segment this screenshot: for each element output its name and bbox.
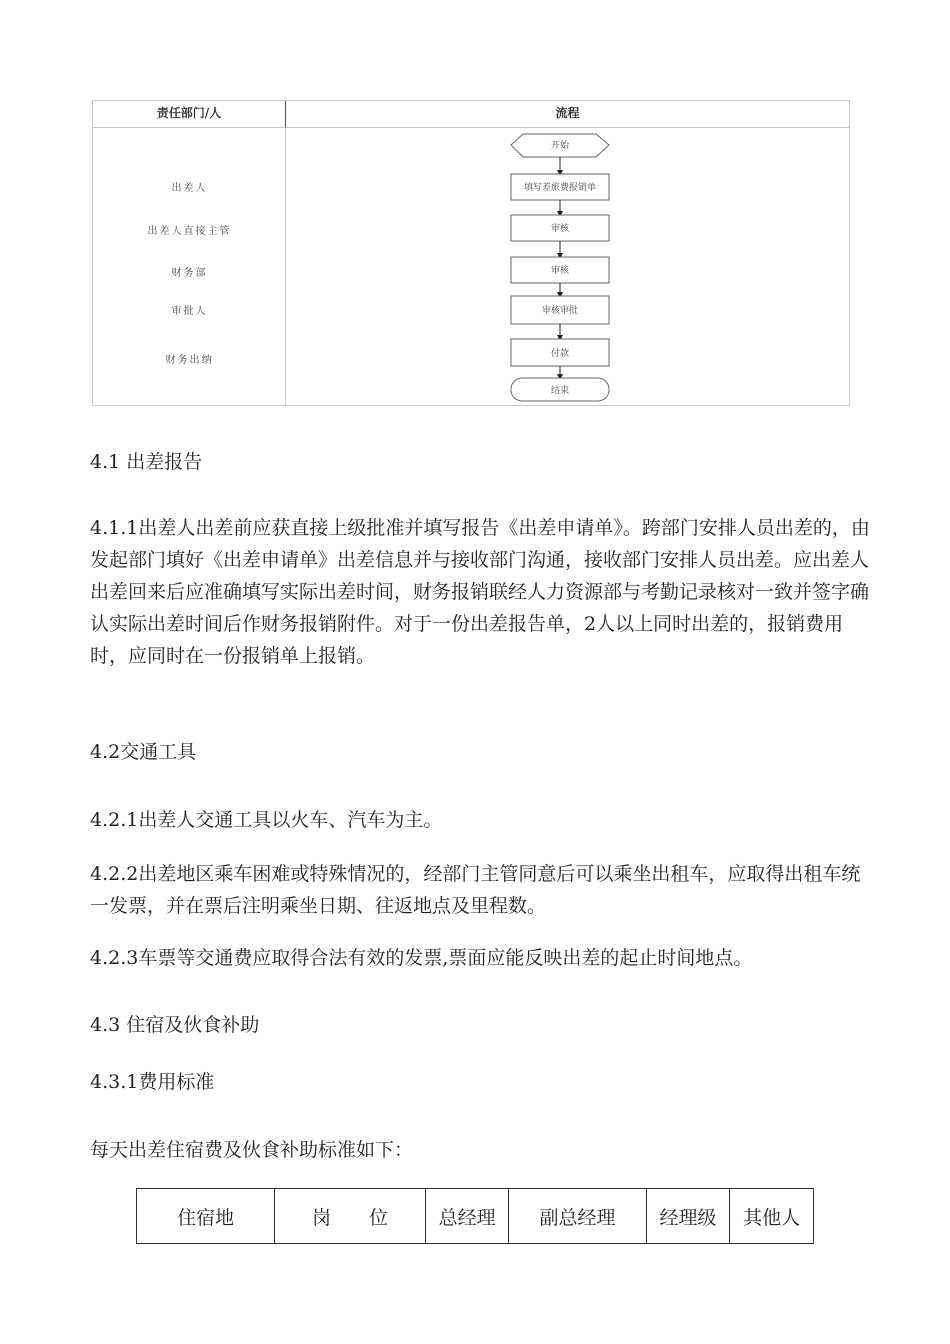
flowchart-diagram [93,101,851,407]
table-header-cell: 总经理 [425,1189,509,1244]
node-fill-form-label: 填写差旅费报销单 [523,183,597,193]
standard-table [136,1188,814,1244]
heading-4-1: 4.1 出差报告 [90,451,203,473]
paragraph-4-1-1: 4.1.1出差人出差前应获直接上级批准并填写报告《出差申请单》。跨部门安排人员出差的，由发起部门填好《出差申请单》出差信息并与接收部门沟通，接收部门安排人员出差。应出差人出差回来后应准确填写实际出差时间，财务报销联经人力资源部与考勤记录核对一致并签字确认实际出差时间后作财务报销附件。对于一份出差报告单，2人以上同时出差的，报销费用时，应同时在一份报销单上报销。 [90,517,870,667]
flowchart-header-department: 责任部门/人 [93,101,286,128]
table-header-row [137,1189,814,1244]
flowchart-table [92,100,850,406]
node-payment-label: 付款 [550,349,570,359]
role-finance-dept: 财务部 [171,268,208,279]
role-traveler: 出差人 [171,183,208,194]
role-direct-supervisor: 出差人直接主管 [147,226,232,237]
table-header-cell: 住宿地 [137,1189,275,1244]
node-end-label: 结束 [550,386,570,396]
paragraph-4-2-2: 4.2.2出差地区乘车困难或特殊情况的，经部门主管同意后可以乘坐出租车，应取得出租车统一发票，并在票后注明乘坐日期、往返地点及里程数。 [90,863,861,917]
node-start-label: 开始 [550,141,570,151]
heading-4-2: 4.2交通工具 [90,741,197,763]
flowchart-header-process: 流程 [286,101,849,128]
paragraph-4-2-3: 4.2.3车票等交通费应取得合法有效的发票,票面应能反映出差的起止时间地点。 [90,947,753,969]
heading-4-3: 4.3 住宿及伙食补助 [90,1014,260,1036]
paragraph-4-2-1: 4.2.1出差人交通工具以火车、汽车为主。 [90,809,443,831]
node-approve-label: 审核审批 [541,306,579,316]
role-cashier: 财务出纳 [165,355,214,366]
table-header-cell: 经理级 [646,1189,730,1244]
role-approver: 审批人 [171,306,208,317]
table-header-cell: 其他人 [730,1189,814,1244]
table-header-cell: 岗 位 [275,1189,425,1244]
node-review-1-label: 审核 [550,224,570,234]
node-review-2-label: 审核 [550,266,570,276]
paragraph-standard-intro: 每天出差住宿费及伙食补助标准如下： [90,1139,414,1161]
table-header-cell: 副总经理 [509,1189,646,1244]
heading-4-3-1: 4.3.1费用标准 [90,1071,215,1093]
